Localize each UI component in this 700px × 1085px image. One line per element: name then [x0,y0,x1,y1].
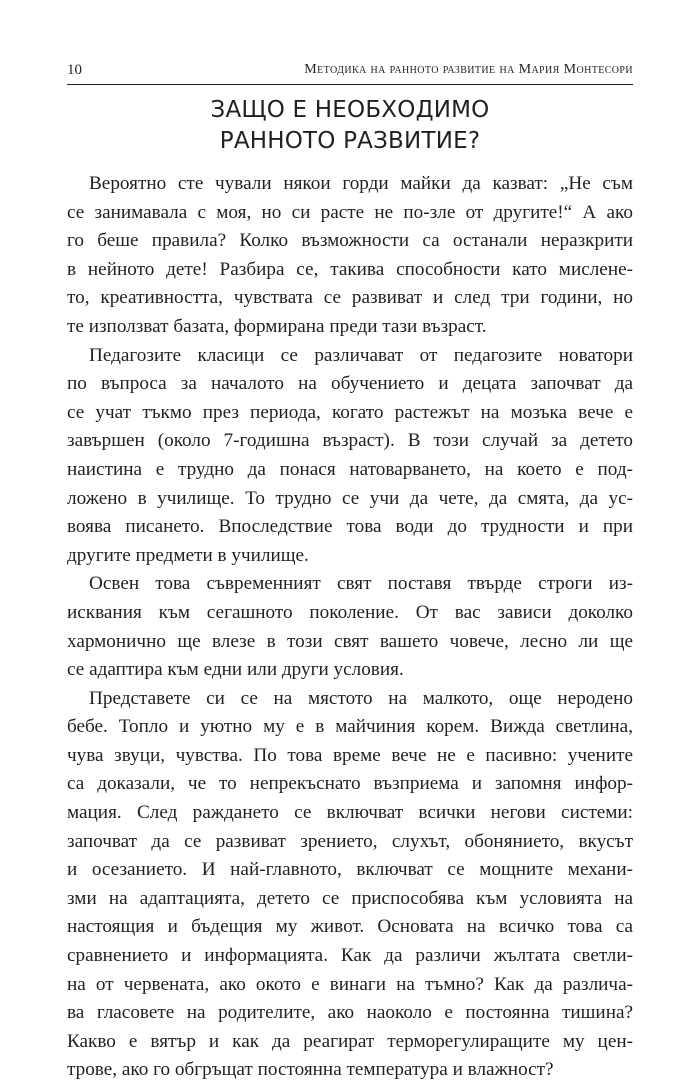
text-line: го беше правила? Колко възможности са останали неразкрити [67,230,633,252]
body-text [67,170,633,1085]
text-line: се адаптира към едни или други условия. [67,659,404,681]
chapter-title-line: ЗАЩО Е НЕОБХОДИМО [210,97,490,123]
text-line: са доказали, че то непрекъснато възприема и запомня инфор- [67,773,633,795]
text-line: Какво е вятър и как да реагират терморегулиращите му цен- [67,1030,633,1052]
text-line: другите предмети в училище. [67,544,309,566]
text-line: по въпроса за началото на обучението и децата започват да [67,373,633,395]
text-line: настоящия и бъдещия му живот. Основата на всичко това са [67,916,633,938]
paragraph [67,342,633,571]
text-line: воява писането. Впоследствие това води до трудности и при [67,516,633,538]
paragraph [67,685,633,1085]
text-line: се занимавала с моя, но си расте не по-зле от другите!“ А ако [67,201,633,223]
text-line: сравнението и информацията. Как да различи жълтата светли- [67,945,633,967]
header-rule [67,84,633,85]
text-line: започват да се развиват зрението, слухът, обонянието, вкусът [67,830,633,852]
text-line: чува звуци, чувства. По това време вече не е пасивно: учените [67,744,633,766]
page-number: 10 [67,62,82,78]
running-head [67,62,633,84]
text-line: и осезанието. И най-главното, включват се мощните механи- [67,859,633,881]
text-line: Педагозите класици се различават от педагозите новатори [89,344,633,366]
text-line: ва гласовете на родителите, ако наоколо е постоянна тишина? [67,1002,633,1024]
text-line: наистина е трудно да понася натоварването, на което е под- [67,458,633,480]
text-line: те използват базата, формирана преди тази възраст. [67,315,487,337]
text-line: Освен това съвременният свят поставя твърде строги из- [89,573,633,595]
paragraph [67,170,633,342]
text-line: то, креативността, чувствата се развиват и след три години, но [67,287,633,309]
paragraph [67,570,633,684]
text-line: завършен (около 7-годишна възраст). В този случай за детето [67,430,633,452]
text-line: се учат тъкмо през периода, когато растежът на мозъка вече е [67,401,633,423]
chapter-title [67,95,633,157]
chapter-title-line: РАННОТО РАЗВИТИЕ? [219,128,481,154]
text-line: на от червената, ако окото е винаги на тъмно? Как да различа- [67,973,633,995]
running-title: Методика на ранното развитие на Мария Монтесори [304,62,633,77]
text-line: Представете си се на мястото на малкото, още неродено [89,687,633,709]
text-line: исквания към сегашното поколение. От вас зависи доколко [67,601,633,623]
text-line: Вероятно сте чували някои горди майки да казват: „Не съм [89,173,633,194]
text-line: ложено в училище. То трудно се учи да чете, да смята, да ус- [67,487,633,509]
text-line: бебе. Топло и уютно му е в майчиния корем. Вижда светлина, [67,716,633,738]
text-line: зми на адаптацията, детето се приспособява към условията на [67,887,633,909]
text-line: хармонично ще влезе в този свят вашето човече, лесно ли ще [67,630,633,652]
text-line: трове, ако го обгръщат постоянна температура и влажност? [67,1059,554,1081]
text-line: в нейното дете! Разбира се, такива способности като мислене- [67,258,633,280]
text-line: мация. След раждането се включват всички негови системи: [67,802,633,824]
